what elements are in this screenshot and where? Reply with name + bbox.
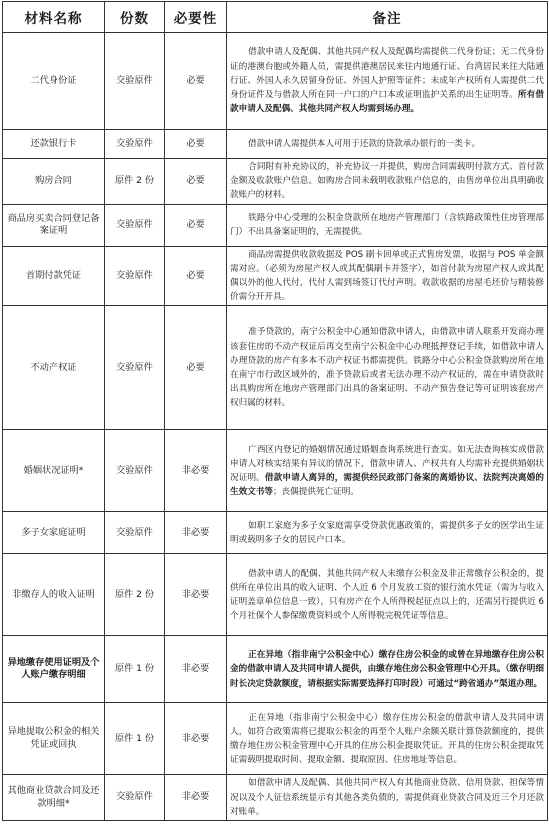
table-row xyxy=(3,554,548,636)
necessity: 非必要 xyxy=(165,636,227,703)
remark-text: ；丧偶提供死亡证明。 xyxy=(272,487,359,498)
remark xyxy=(227,430,548,512)
remark-text: 正在异地（指非南宁公积金中心）缴存住房公积金的借款申请人及共同申请人，如符合政策需将已提取公积金的再至个人账户余额关联计算贷款额度的，提供缴存地住房公积金管理中心开具的住房公积金提取凭证。开具的住房公积金提取凭证需载明提取时间、提取金额、提取原因、住房地址等信息。 xyxy=(230,712,544,766)
remark xyxy=(227,130,548,159)
material-name: 非缴存人的收入证明 xyxy=(3,554,105,636)
necessity: 必要 xyxy=(165,204,227,246)
table-row xyxy=(3,775,548,821)
remark-text: 如借款申请人及配偶、其他共同产权人有其他商业贷款、信用贷款、担保等情况以及个人征信系统显示有其他各类负债的，需提供商业贷款合同及近三个月还款对账单。 xyxy=(230,778,544,817)
material-name: 商品房买卖合同登记备案证明 xyxy=(3,204,105,246)
header-necessity: 必要性 xyxy=(165,2,227,33)
copies: 交验原件 xyxy=(105,775,165,821)
remark-text: 广西区内登记的婚姻情况通过婚姻查询系统进行查实。如无法查询核实或借款申请人对核实结果有异议的情况下，借款申请人、产权共有人均需补充提供婚姻状况证明。 xyxy=(230,444,544,483)
necessity: 必要 xyxy=(165,130,227,159)
header-material-name: 材料名称 xyxy=(3,2,105,33)
material-name: 婚姻状况证明* xyxy=(3,430,105,512)
table-row xyxy=(3,204,548,246)
material-name: 首期付款凭证 xyxy=(3,246,105,306)
material-name: 购房合同 xyxy=(3,159,105,205)
remark-text: 借款申请人的配偶、其他共同产权人未缴存公积金及非正常缴存公积金的，提供所在单位出具的收入证明、个人近 6 个月发放工资的银行流水凭证（需为与收入证明盖章单位信息一致），只有房产在个人所得税起征点以上的，还需另行提供近 6 个月社保个人参保缴费资料或个人所得税完税凭证等信息。 xyxy=(230,568,544,622)
copies: 交验原件 xyxy=(105,130,165,159)
table-row xyxy=(3,246,548,306)
table-row xyxy=(3,159,548,205)
header-remarks: 备注 xyxy=(227,2,548,33)
table-row xyxy=(3,512,548,554)
necessity: 非必要 xyxy=(165,430,227,512)
table-row xyxy=(3,33,548,130)
remark-text: 铁路分中心受理的公积金贷款所在地房产管理部门（含铁路政策性住房管理部门）不出具备案证明的，无需提供。 xyxy=(230,212,544,238)
copies: 原件 1 份 xyxy=(105,636,165,703)
table-row xyxy=(3,703,548,775)
material-name: 多子女家庭证明 xyxy=(3,512,105,554)
necessity: 必要 xyxy=(165,306,227,430)
remark xyxy=(227,775,548,821)
copies: 原件 2 份 xyxy=(105,159,165,205)
copies: 交验原件 xyxy=(105,430,165,512)
remark-text: 正在异地（指非南宁公积金中心）缴存住房公积金的或曾在异地缴存住房公积金的借款申请人及共同申请人提供，由缴存地住房公积金管理中心开具。（缴存明细时长决定贷款额度，请根据实际需要选择打印时段）可通过“跨省通办”渠道办理。 xyxy=(230,650,544,689)
copies: 交验原件 xyxy=(105,204,165,246)
table-row xyxy=(3,130,548,159)
remark xyxy=(227,33,548,130)
necessity: 必要 xyxy=(165,33,227,130)
material-name: 其他商业贷款合同及还款明细* xyxy=(3,775,105,821)
copies: 交验原件 xyxy=(105,246,165,306)
remark xyxy=(227,703,548,775)
remark-text: 如职工家庭为多子女家庭需享受贷款优惠政策的，需提供多子女的医学出生证明或载明多子女的居民户口本。 xyxy=(230,520,544,545)
table-header-row xyxy=(3,2,548,33)
necessity: 非必要 xyxy=(165,512,227,554)
remark-text: 所有借款申请人及配偶、其他共同产权人均需到场办理。 xyxy=(230,90,544,115)
copies: 原件 2 份 xyxy=(105,554,165,636)
table-row xyxy=(3,636,548,703)
copies: 交验原件 xyxy=(105,306,165,430)
table-row xyxy=(3,430,548,512)
remark xyxy=(227,246,548,306)
material-name: 二代身份证 xyxy=(3,33,105,130)
remark-text: 准予贷款的，南宁公积金中心通知借款申请人，由借款申请人联系开发商办理该套住房的不动产权证后再交至南宁公积金中心办理抵押登记手续，如借款申请人办理贷款的房产有多本不动产权证书都需提供。铁路分中心公积金贷款购房所在地在南宁市行政区域外的，准予贷款后或者无法办理不动产权证的，需在申请贷款时出具购房所在地房产管理部门出具的备案证明、不动产预告登记等可证明该套房产权归属的材料。 xyxy=(230,327,544,409)
material-name: 还款银行卡 xyxy=(3,130,105,159)
remark-text: 借款申请人需提供本人可用于还款的贷款承办银行的一类卡。 xyxy=(248,138,481,149)
remark xyxy=(227,159,548,205)
remark-text: 合同附有补充协议的，补充协议一并提供，购房合同需载明付款方式、首付款金额及收款账户信息。如购房合同未载明收款账户信息的，由售房单位出具明确收款账户的材料。 xyxy=(230,162,544,201)
material-name: 不动产权证 xyxy=(3,306,105,430)
necessity: 非必要 xyxy=(165,554,227,636)
remark-text: 借款申请人及配偶、其他共同产权人及配偶均需提供二代身份证；无二代身份证的港澳台胞或外籍人员，需提供港澳居民来往内地通行证、台湾居民来往大陆通行证、外国人永久居留身份证、外国人护照等证件；未成年产权所有人需提供二代身份证件及与借款人所在同一户口的户口本或证明监护关系的出生证明等。 xyxy=(230,47,544,101)
table-row xyxy=(3,306,548,430)
copies: 原件 1 份 xyxy=(105,703,165,775)
necessity: 必要 xyxy=(165,246,227,306)
material-name: 异地缴存使用证明及个人账户缴存明细 xyxy=(3,636,105,703)
copies: 交验原件 xyxy=(105,33,165,130)
remark xyxy=(227,554,548,636)
remark xyxy=(227,636,548,703)
necessity: 必要 xyxy=(165,159,227,205)
remark xyxy=(227,512,548,554)
remark-text: 商品房需提供收款收据及 POS 刷卡回单或正式售房发票，收据与 POS 单金额需对应。（必须为房屋产权人或其配偶刷卡并签字），如首付款为房屋产权人或其配偶以外的他人代付，代付人需到场签订代付声明。收款收据的房屋毛坯价与精装修价需分开开具。 xyxy=(230,249,544,303)
necessity: 非必要 xyxy=(165,703,227,775)
material-name: 异地提取公积金的相关凭证或回执 xyxy=(3,703,105,775)
remark-text: 借款申请人离异的，需提供经民政部门备案的离婚协议、法院判决离婚的生效文书等 xyxy=(230,472,544,498)
necessity: 非必要 xyxy=(165,775,227,821)
remark xyxy=(227,306,548,430)
copies: 交验原件 xyxy=(105,512,165,554)
header-copies: 份数 xyxy=(105,2,165,33)
remark xyxy=(227,204,548,246)
materials-table xyxy=(2,1,548,821)
